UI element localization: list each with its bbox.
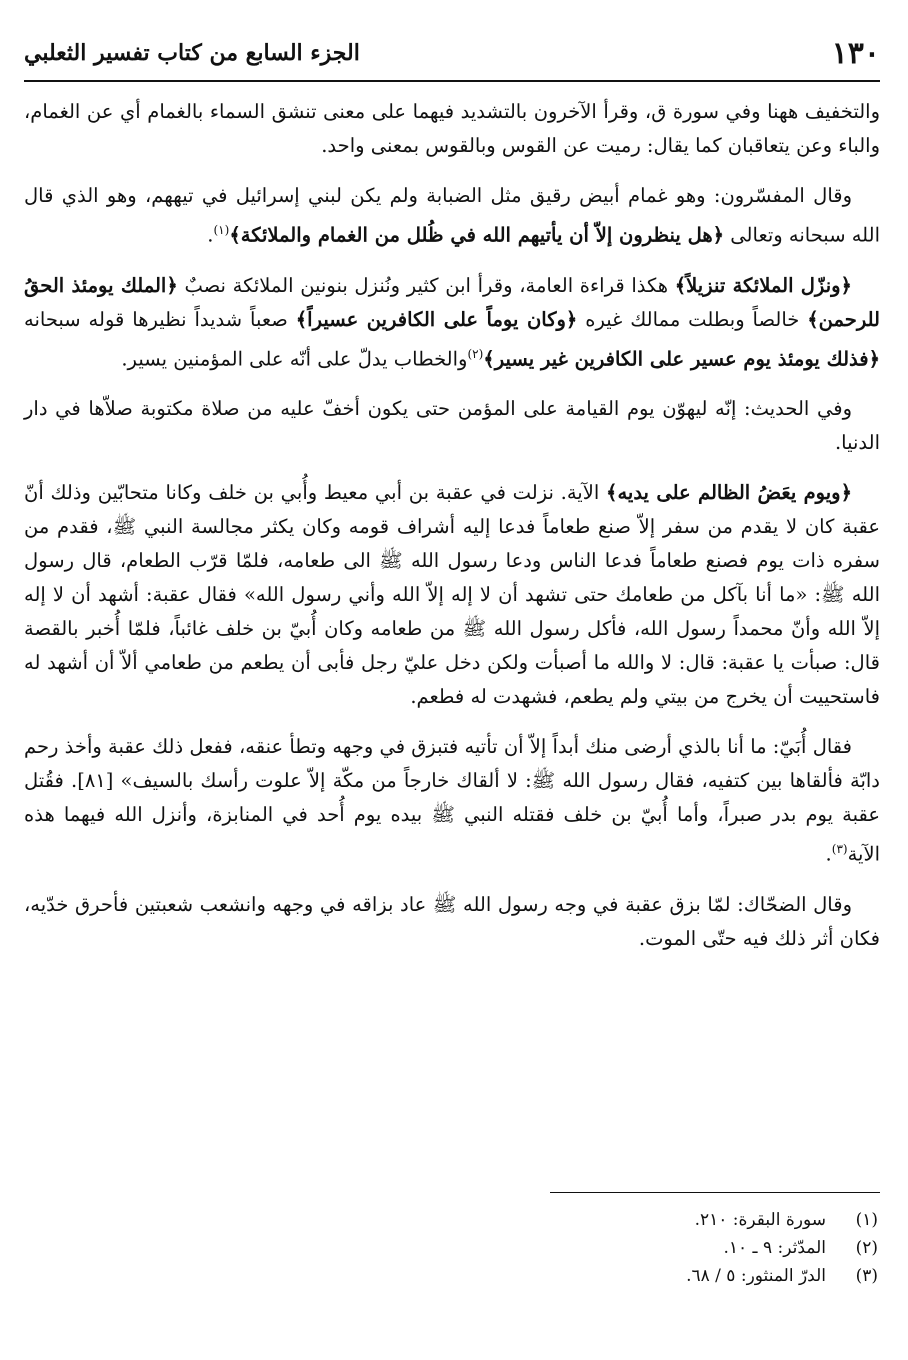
page-number: ١٣٠ [831, 36, 880, 71]
paragraph [24, 888, 880, 956]
footnote-ref: (٢) [467, 346, 484, 361]
footnote-number: (٢) [855, 1238, 878, 1258]
footnote-text: المدّثر: ٩ ـ ١٠. [723, 1238, 826, 1258]
footnote-ref: (٣) [831, 842, 848, 856]
quran-verse: ﴿ونزّل الملائكة تنزيلاً﴾ [674, 273, 852, 297]
quran-verse: ﴿فذلك يومئذ يوم عسير على الكافرين غير يسير﴾ [483, 347, 880, 370]
footnote-number: (٣) [855, 1266, 878, 1286]
running-title: الجزء السابع من كتاب تفسير الثعلبي [24, 40, 360, 66]
paragraph-text: خالصاً وبطلت ممالك غيره [577, 307, 808, 331]
paragraph [24, 730, 880, 872]
body-text [24, 95, 880, 972]
footnote [478, 1262, 878, 1290]
paragraph-text: هكذا قراءة العامة، وقرأ ابن كثير ونُنزل بنونين الملائكة نصبٌ [177, 273, 675, 297]
paragraph-text: فقال أُبَيّ: ما أنا بالذي أرضى منك أبداً إلاّ أن تأتيه فتبزق في وجهه وتطأ عنقه، ففعل ذلك عقبة وأخذ رحم دابّة فألقاها بين كتفيه، فقال رسول الله ﷺ: لا ألقاك خارجاً من مكّة إلاّ علوت رأسك بالسيف» [٨١]. فقُتل عقبة يوم بدر صبراً، وأما أُبيّ بن خلف فقتله النبي ﷺ بيده يوم أُحد في المنابزة، وأنزل الله فيهما هذه الآية [24, 735, 880, 866]
paragraph [24, 179, 880, 253]
paragraph-text: وفي الحديث: إنّه ليهوّن يوم القيامة على المؤمن حتى يكون أخفّ عليه من صلاة مكتوبة صلاّها في دار الدنيا. [24, 397, 880, 454]
footnote-text: سورة البقرة: ٢١٠. [694, 1210, 826, 1230]
footnotes [478, 1206, 878, 1290]
paragraph [24, 95, 880, 163]
footnote [478, 1234, 878, 1262]
paragraph-text: . [207, 223, 214, 247]
paragraph [24, 269, 880, 377]
paragraph-text: وقال الضحّاك: لمّا بزق عقبة في وجه رسول الله ﷺ عاد بزاقه في وجهه وانشعب شعبتين فأحرق خدّيه، فكان أثر ذلك فيه حتّى الموت. [24, 892, 880, 950]
paragraph [24, 392, 880, 460]
footnote [478, 1206, 878, 1234]
footnote-number: (١) [855, 1210, 878, 1230]
paragraph-text: والتخفيف ههنا وفي سورة ق، وقرأ الآخرون بالتشديد فيهما على معنى تنشق السماء بالغمام أي عن الغمام، والباء وعن يتعاقبان كما يقال: رميت عن القوس وبالقوس بمعنى واحد. [24, 100, 880, 157]
paragraph-text: . [825, 842, 832, 866]
paragraph-text: صعباً شديداً نظيرها قوله سبحانه [24, 307, 296, 331]
paragraph [24, 476, 880, 714]
quran-verse: ﴿وكان يوماً على الكافرين عسيراً﴾ [295, 307, 578, 331]
page-header [24, 34, 880, 82]
quran-verse: ﴿هل ينظرون إلاّ أن يأتيهم الله في ظُلل من الغمام والملائكة﴾ [229, 223, 725, 247]
footnote-text: الدرّ المنثور: ٥ / ٦٨. [686, 1266, 826, 1286]
quran-verse: ﴿الملك يومئذ الحقُ للرحمن﴾ [24, 273, 881, 331]
footnote-ref: (١) [213, 223, 230, 237]
footnote-divider [550, 1192, 880, 1193]
paragraph-text: الآية. نزلت في عقبة بن أبي معيط وأُبي بن خلف وكانا متحابّين وذلك أنّ عقبة كان لا يقدم من سفر إلاّ صنع طعاماً فدعا إليه أشراف قومه وكان يكثر مجالسة النبي ﷺ، فقدم من سفره ذات يوم فصنع طعاماً فدعا الناس ودعا رسول الله ﷺ الى طعامه، فلمّا قرّب الطعام، قال رسول الله ﷺ: «ما أنا بآكل من طعامك حتى تشهد أن لا إله إلاّ الله وأني رسول الله» فقال عقبة: أشهد أن لا إله إلاّ الله وأنّ محمداً رسول الله، فأكل رسول الله ﷺ من طعامه وكان أُبيّ بن خلف غائباً، فلمّا أُخبر بالقصة قال: صبأت يا عقبة: قال: لا والله ما أصبأت ولكن دخل عليّ رجل فأبى أن يطعم من طعامي ألاّ أن أشهد له فاستحييت أن يخرج من بيتي ولم يطعم، فشهدت له فطعم. [24, 481, 880, 708]
paragraph-text: والخطاب يدلّ على أنّه على المؤمنين يسير. [121, 347, 468, 370]
paragraph-text: وقال المفسّرون: وهو غمام أبيض رقيق مثل الضبابة ولم يكن لبني إسرائيل في تيههم، وهو الذي قال الله سبحانه وتعالى [24, 184, 880, 247]
quran-verse: ﴿ويوم يعَضُ الظالم على يديه﴾ [606, 481, 853, 504]
